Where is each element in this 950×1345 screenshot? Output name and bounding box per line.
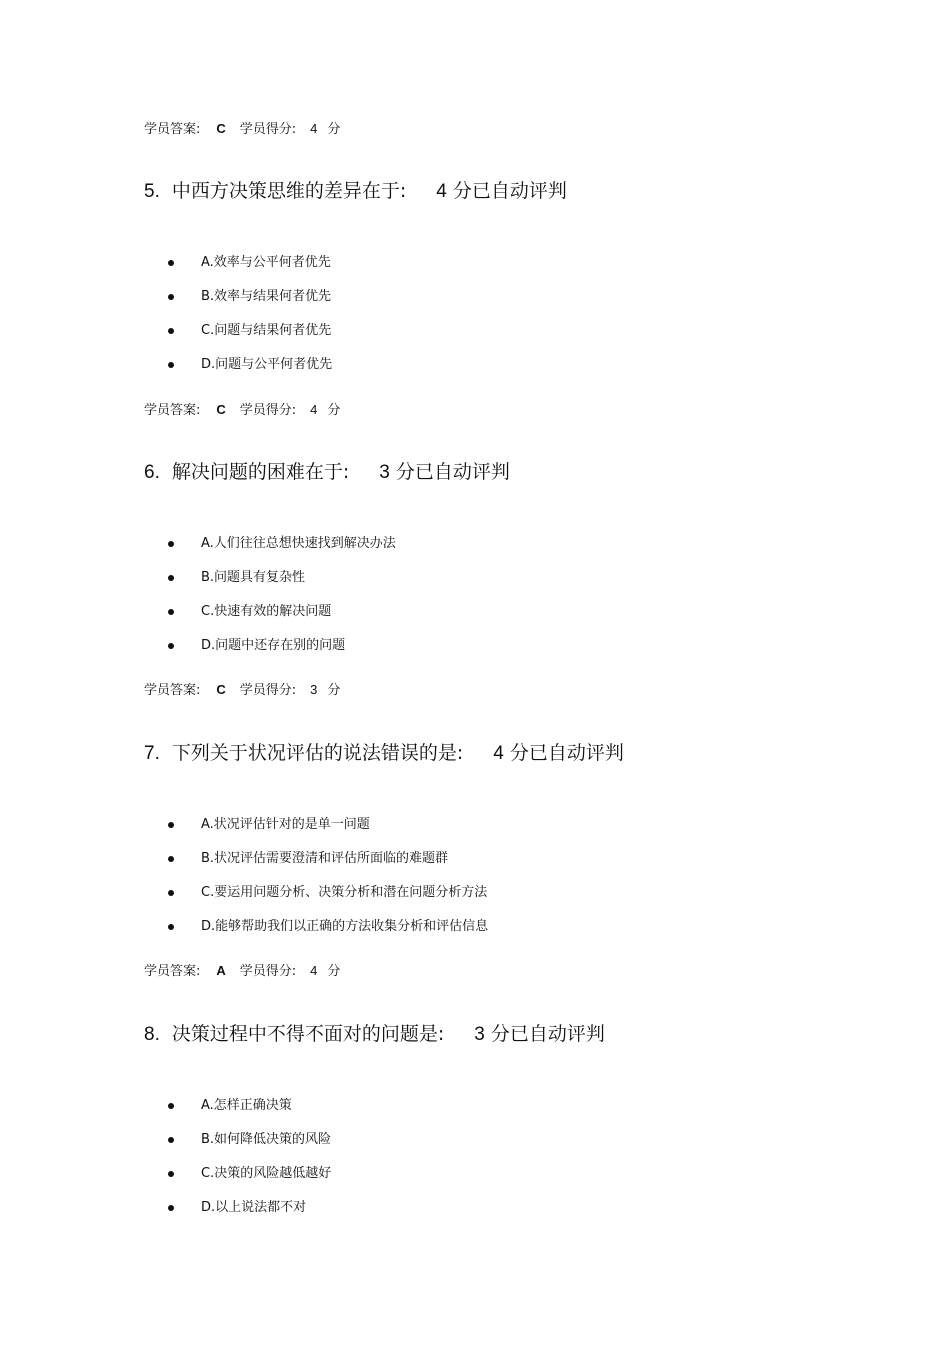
bullet-icon bbox=[168, 1171, 174, 1177]
score-value: 3 bbox=[310, 682, 318, 697]
answer-label: 学员答案: bbox=[144, 122, 201, 137]
option-text: A.状况评估针对的是单一问题 bbox=[201, 817, 370, 832]
bullet-icon bbox=[168, 609, 174, 615]
answer-value: A bbox=[216, 963, 226, 978]
answer-line-q4 bbox=[144, 120, 340, 139]
option-text: A.效率与公平何者优先 bbox=[201, 255, 331, 270]
question-title-8 bbox=[144, 1021, 605, 1048]
answer-line-q6 bbox=[144, 681, 340, 700]
question-title-6 bbox=[144, 459, 510, 486]
answer-line-q5 bbox=[144, 401, 340, 420]
question-text: 决策过程中不得不面对的问题是: bbox=[171, 1023, 445, 1045]
option-text: B.效率与结果何者优先 bbox=[201, 289, 332, 304]
bullet-icon bbox=[168, 362, 174, 368]
bullet-icon bbox=[168, 856, 174, 862]
score-label: 学员得分: bbox=[239, 964, 297, 979]
question-number: 6. bbox=[144, 462, 160, 483]
bullet-icon bbox=[168, 1103, 174, 1109]
question-number: 5. bbox=[144, 181, 160, 202]
bullet-icon bbox=[168, 260, 174, 266]
question-points: 4 bbox=[493, 743, 504, 764]
score-value: 4 bbox=[310, 121, 318, 136]
answer-value: C bbox=[216, 121, 226, 136]
question-number: 8. bbox=[144, 1024, 160, 1045]
score-value: 4 bbox=[310, 402, 318, 417]
option-text: C.快速有效的解决问题 bbox=[201, 604, 332, 619]
option-text: B.问题具有复杂性 bbox=[201, 570, 306, 585]
bullet-icon bbox=[168, 924, 174, 930]
auto-graded-label: 分已自动评判 bbox=[509, 742, 624, 764]
question-number: 7. bbox=[144, 743, 160, 764]
score-label: 学员得分: bbox=[239, 683, 297, 698]
bullet-icon bbox=[168, 541, 174, 547]
auto-graded-label: 分已自动评判 bbox=[395, 461, 510, 483]
bullet-icon bbox=[168, 1137, 174, 1143]
answer-value: C bbox=[216, 402, 226, 417]
question-title-5 bbox=[144, 178, 567, 205]
answer-line-q7 bbox=[144, 962, 340, 981]
question-text: 中西方决策思维的差异在于: bbox=[171, 180, 407, 202]
auto-graded-label: 分已自动评判 bbox=[490, 1023, 605, 1045]
option-text: D.问题中还存在别的问题 bbox=[201, 638, 346, 653]
score-value: 4 bbox=[310, 963, 318, 978]
bullet-icon bbox=[168, 294, 174, 300]
bullet-icon bbox=[168, 328, 174, 334]
score-unit: 分 bbox=[327, 122, 341, 137]
option-text: B.如何降低决策的风险 bbox=[201, 1132, 332, 1147]
score-unit: 分 bbox=[327, 683, 341, 698]
score-unit: 分 bbox=[327, 403, 341, 418]
option-text: D.能够帮助我们以正确的方法收集分析和评估信息 bbox=[201, 919, 489, 934]
option-text: C.问题与结果何者优先 bbox=[201, 323, 332, 338]
option-text: B.状况评估需要澄清和评估所面临的难题群 bbox=[201, 851, 449, 866]
auto-graded-label: 分已自动评判 bbox=[452, 180, 567, 202]
option-text: D.问题与公平何者优先 bbox=[201, 357, 333, 372]
question-points: 4 bbox=[436, 181, 447, 202]
question-points: 3 bbox=[474, 1024, 485, 1045]
score-label: 学员得分: bbox=[239, 403, 297, 418]
question-text: 下列关于状况评估的说法错误的是: bbox=[171, 742, 464, 764]
answer-value: C bbox=[216, 682, 226, 697]
option-text: C.要运用问题分析、决策分析和潜在问题分析方法 bbox=[201, 885, 488, 900]
score-unit: 分 bbox=[327, 964, 341, 979]
bullet-icon bbox=[168, 643, 174, 649]
bullet-icon bbox=[168, 575, 174, 581]
bullet-icon bbox=[168, 822, 174, 828]
bullet-icon bbox=[168, 890, 174, 896]
option-text: D.以上说法都不对 bbox=[201, 1200, 307, 1215]
question-points: 3 bbox=[379, 462, 390, 483]
option-text: A.人们往往总想快速找到解决办法 bbox=[201, 536, 396, 551]
bullet-icon bbox=[168, 1205, 174, 1211]
score-label: 学员得分: bbox=[239, 122, 297, 137]
answer-label: 学员答案: bbox=[144, 683, 201, 698]
option-text: A.怎样正确决策 bbox=[201, 1098, 292, 1113]
answer-label: 学员答案: bbox=[144, 403, 201, 418]
question-text: 解决问题的困难在于: bbox=[171, 461, 350, 483]
question-title-7 bbox=[144, 740, 624, 767]
option-text: C.决策的风险越低越好 bbox=[201, 1166, 332, 1181]
answer-label: 学员答案: bbox=[144, 964, 201, 979]
